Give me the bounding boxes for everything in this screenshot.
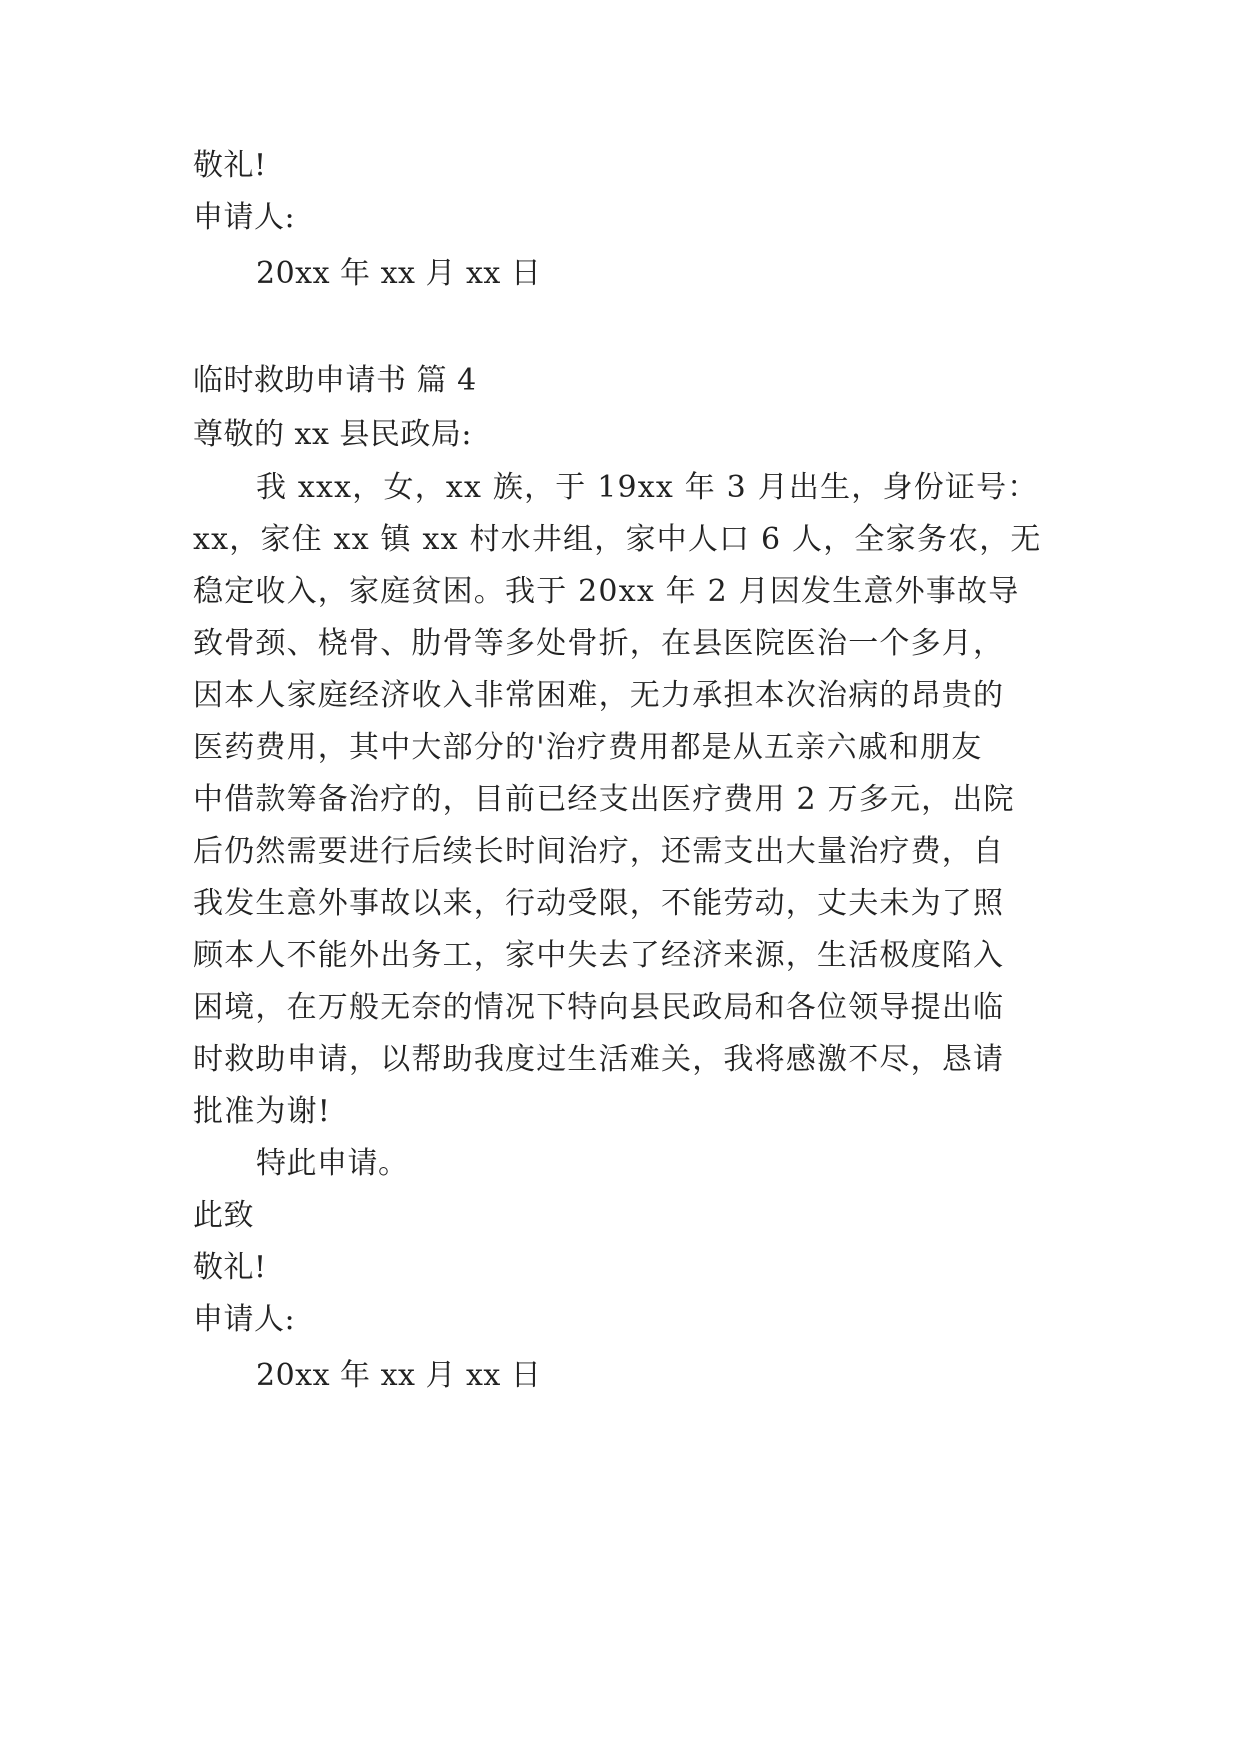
body-line: 我 xxx，女，xx 族，于 19xx 年 3 月出生，身份证号：	[256, 470, 1039, 505]
salute-text: 敬礼!	[193, 148, 267, 183]
body-line: 医药费用，其中大部分的'治疗费用都是从五亲六戚和朋友	[193, 730, 983, 765]
body-line: 稳定收入，家庭贫困。我于 20xx 年 2 月因发生意外事故导	[193, 574, 1020, 609]
date-text: 20xx 年 xx 月 xx 日	[256, 256, 542, 291]
body-line: 因本人家庭经济收入非常困难，无力承担本次治病的昂贵的	[193, 678, 1005, 713]
addressee-text: 尊敬的 xx 县民政局:	[193, 417, 473, 452]
closing-text: 特此申请。	[256, 1146, 409, 1181]
body-line: 后仍然需要进行后续长时间治疗，还需支出大量治疗费，自	[193, 834, 1005, 869]
body-line: 困境，在万般无奈的情况下特向县民政局和各位领导提出临	[193, 990, 1005, 1025]
body-line: 我发生意外事故以来，行动受限，不能劳动，丈夫未为了照	[193, 886, 1005, 921]
body-line: 致骨颈、桡骨、肋骨等多处骨折，在县医院医治一个多月，	[193, 626, 1005, 661]
section-title: 临时救助申请书 篇 4	[193, 363, 477, 398]
body-line: 顾本人不能外出务工，家中失去了经济来源，生活极度陷入	[193, 938, 1005, 973]
body-line: 中借款筹备治疗的，目前已经支出医疗费用 2 万多元，出院	[193, 782, 1015, 817]
ci-zhi-text: 此致	[193, 1198, 254, 1233]
applicant-label: 申请人:	[193, 200, 296, 235]
body-line: 时救助申请，以帮助我度过生活难关，我将感激不尽，恳请	[193, 1042, 1005, 1077]
applicant-label: 申请人:	[193, 1302, 296, 1337]
salute-text: 敬礼!	[193, 1250, 267, 1285]
date-text: 20xx 年 xx 月 xx 日	[256, 1358, 542, 1393]
body-line: 批准为谢!	[193, 1094, 332, 1129]
body-line: xx，家住 xx 镇 xx 村水井组，家中人口 6 人，全家务农，无	[193, 522, 1042, 557]
